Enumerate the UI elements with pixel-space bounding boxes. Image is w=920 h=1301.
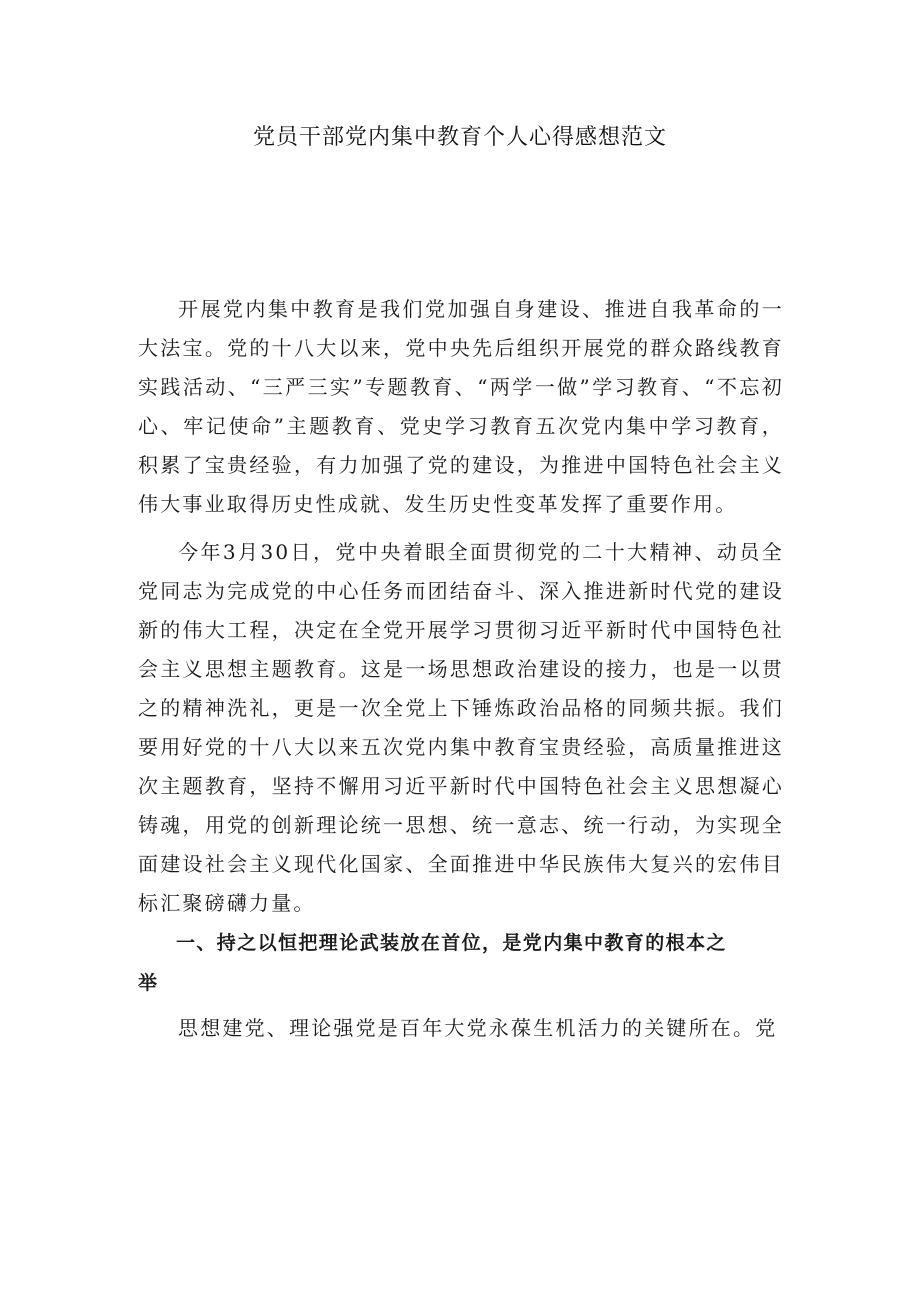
body-paragraph: 思想建党、理论强党是百年大党永葆生机活力的关键所在。党 [178,1016,778,1040]
body-paragraph: 今年3月30日，党中央着眼全面贯彻党的二十大精神、动员全党同志为完成党的中心任务而团结奋斗、深入推进新时代党的建设新的伟大工程，决定在全党开展学习贯彻习近平新时代中国特色社会主义思想主题教育。这是一场思想政治建设的接力，也是一以贯之的精神洗礼，更是一次全党上下锤炼政治品格的同频共振。我们要用好党的十八大以来五次党内集中教育宝贵经验，高质量推进这次主题教育，坚持不懈用习近平新时代中国特色社会主义思想凝心铸魂，用党的创新理论统一思想、统一意志、统一行动，为实现全面建设社会主义现代化国家、全面推进中华民族伟大复兴的宏伟目标汇聚磅礴力量。 [138,540,784,915]
document-title: 党员干部党内集中教育个人心得感想范文 [252,125,667,150]
section-heading: 一、持之以恒把理论武装放在首位，是党内集中教育的根本之举 [138,932,727,994]
document-body [138,290,784,1048]
body-paragraph: 开展党内集中教育是我们党加强自身建设、推进自我革命的一大法宝。党的十八大以来，党中央先后组织开展党的群众路线教育实践活动、“三严三实”专题教育、“两学一做”学习教育、“不忘初心、牢记使命”主题教育、党史学习教育五次党内集中学习教育，积累了宝贵经验，有力加强了党的建设，为推进中国特色社会主义伟大事业取得历史性成就、发生历史性变革发挥了重要作用。 [138,297,784,516]
